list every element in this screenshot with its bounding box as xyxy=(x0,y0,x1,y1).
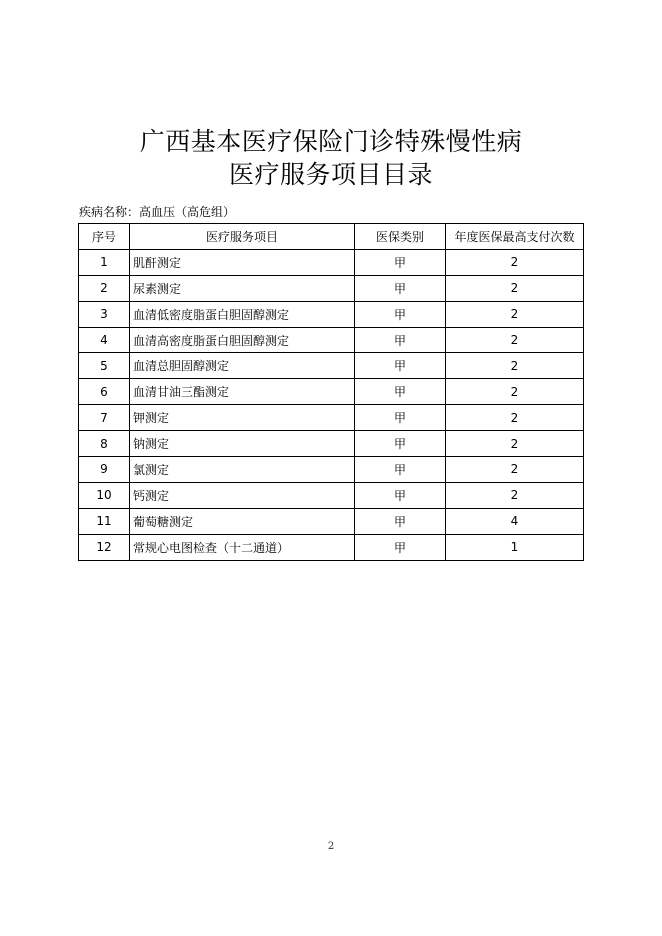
header-item: 医疗服务项目 xyxy=(130,224,355,250)
cell-category: 甲 xyxy=(355,275,446,301)
cell-no: 9 xyxy=(79,457,130,483)
header-no: 序号 xyxy=(79,224,130,250)
table-row xyxy=(79,249,584,275)
cell-category: 甲 xyxy=(355,457,446,483)
cell-item: 氯测定 xyxy=(130,457,355,483)
cell-no: 8 xyxy=(79,431,130,457)
cell-no: 3 xyxy=(79,301,130,327)
cell-max-times: 1 xyxy=(446,534,584,560)
table-row xyxy=(79,405,584,431)
table-row xyxy=(79,431,584,457)
cell-no: 2 xyxy=(79,275,130,301)
cell-item: 血清总胆固醇测定 xyxy=(130,353,355,379)
cell-item: 钾测定 xyxy=(130,405,355,431)
cell-category: 甲 xyxy=(355,431,446,457)
table-row xyxy=(79,457,584,483)
cell-item: 肌酐测定 xyxy=(130,249,355,275)
table-row xyxy=(79,275,584,301)
cell-no: 7 xyxy=(79,405,130,431)
cell-item: 尿素测定 xyxy=(130,275,355,301)
table-row xyxy=(79,327,584,353)
cell-category: 甲 xyxy=(355,405,446,431)
document-title-line1: 广西基本医疗保险门诊特殊慢性病 xyxy=(139,127,523,156)
disease-label: 疾病名称：高血压（高危组） xyxy=(79,205,236,219)
table-row xyxy=(79,301,584,327)
table-row xyxy=(79,482,584,508)
cell-max-times: 2 xyxy=(446,327,584,353)
cell-category: 甲 xyxy=(355,249,446,275)
cell-item: 葡萄糖测定 xyxy=(130,508,355,534)
cell-max-times: 2 xyxy=(446,353,584,379)
cell-max-times: 2 xyxy=(446,379,584,405)
cell-item: 血清高密度脂蛋白胆固醇测定 xyxy=(130,327,355,353)
cell-no: 6 xyxy=(79,379,130,405)
cell-max-times: 4 xyxy=(446,508,584,534)
table-row xyxy=(79,534,584,560)
table-row xyxy=(79,353,584,379)
cell-category: 甲 xyxy=(355,482,446,508)
table-row xyxy=(79,379,584,405)
service-item-table xyxy=(78,223,584,561)
cell-item: 常规心电图检查（十二通道） xyxy=(130,534,355,560)
cell-max-times: 2 xyxy=(446,249,584,275)
cell-max-times: 2 xyxy=(446,405,584,431)
table-row xyxy=(79,508,584,534)
cell-max-times: 2 xyxy=(446,457,584,483)
page-number: 2 xyxy=(327,841,335,852)
cell-max-times: 2 xyxy=(446,301,584,327)
cell-item: 钠测定 xyxy=(130,431,355,457)
cell-category: 甲 xyxy=(355,353,446,379)
cell-category: 甲 xyxy=(355,379,446,405)
cell-no: 1 xyxy=(79,249,130,275)
cell-no: 5 xyxy=(79,353,130,379)
cell-no: 11 xyxy=(79,508,130,534)
cell-item: 血清低密度脂蛋白胆固醇测定 xyxy=(130,301,355,327)
document-title-line2: 医疗服务项目目录 xyxy=(228,160,433,189)
cell-category: 甲 xyxy=(355,508,446,534)
cell-category: 甲 xyxy=(355,327,446,353)
header-category: 医保类别 xyxy=(355,224,446,250)
cell-no: 12 xyxy=(79,534,130,560)
cell-category: 甲 xyxy=(355,301,446,327)
cell-item: 血清甘油三酯测定 xyxy=(130,379,355,405)
cell-no: 10 xyxy=(79,482,130,508)
table-header-row xyxy=(79,224,584,250)
cell-max-times: 2 xyxy=(446,431,584,457)
cell-max-times: 2 xyxy=(446,482,584,508)
cell-item: 钙测定 xyxy=(130,482,355,508)
cell-max-times: 2 xyxy=(446,275,584,301)
header-max-times: 年度医保最高支付次数 xyxy=(446,224,584,250)
cell-no: 4 xyxy=(79,327,130,353)
cell-category: 甲 xyxy=(355,534,446,560)
